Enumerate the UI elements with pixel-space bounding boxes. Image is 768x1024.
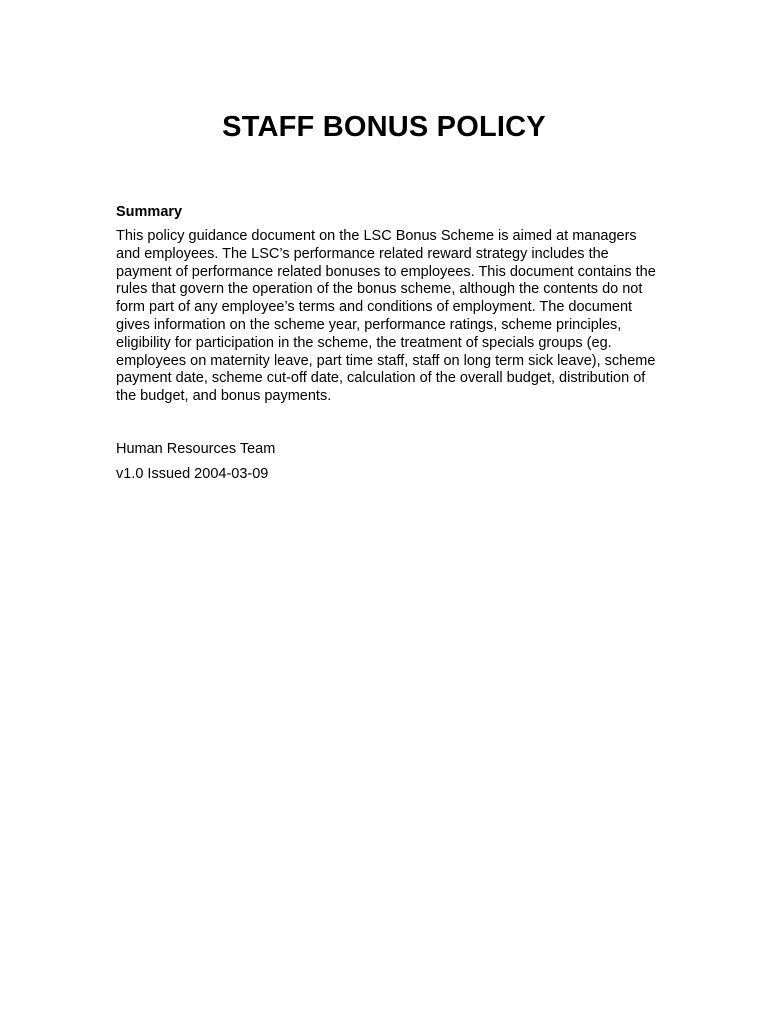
version-line: v1.0 Issued 2004-03-09 xyxy=(116,465,269,482)
document-content xyxy=(116,202,656,484)
summary-heading: Summary xyxy=(116,204,183,220)
author-line: Human Resources Team xyxy=(116,440,276,457)
document-title: STAFF BONUS POLICY xyxy=(222,111,546,143)
summary-paragraph: This policy guidance document on the LSC Bonus Scheme is aimed at managers and employees. The LSC’s performance related reward strategy includes the payment of performance related bonuses to employees. This document contains the rules that govern the operation of the bonus scheme, although the contents do not form part of any employee’s terms and conditions of employment. The document gives information on the scheme year, performance ratings, scheme principles, eligibility for participation in the scheme, the treatment of specials groups (eg. employees on maternity leave, part time staff, staff on long term sick leave), scheme payment date, scheme cut-off date, calculation of the overall budget, distribution of the budget, and bonus payments. xyxy=(116,228,656,405)
